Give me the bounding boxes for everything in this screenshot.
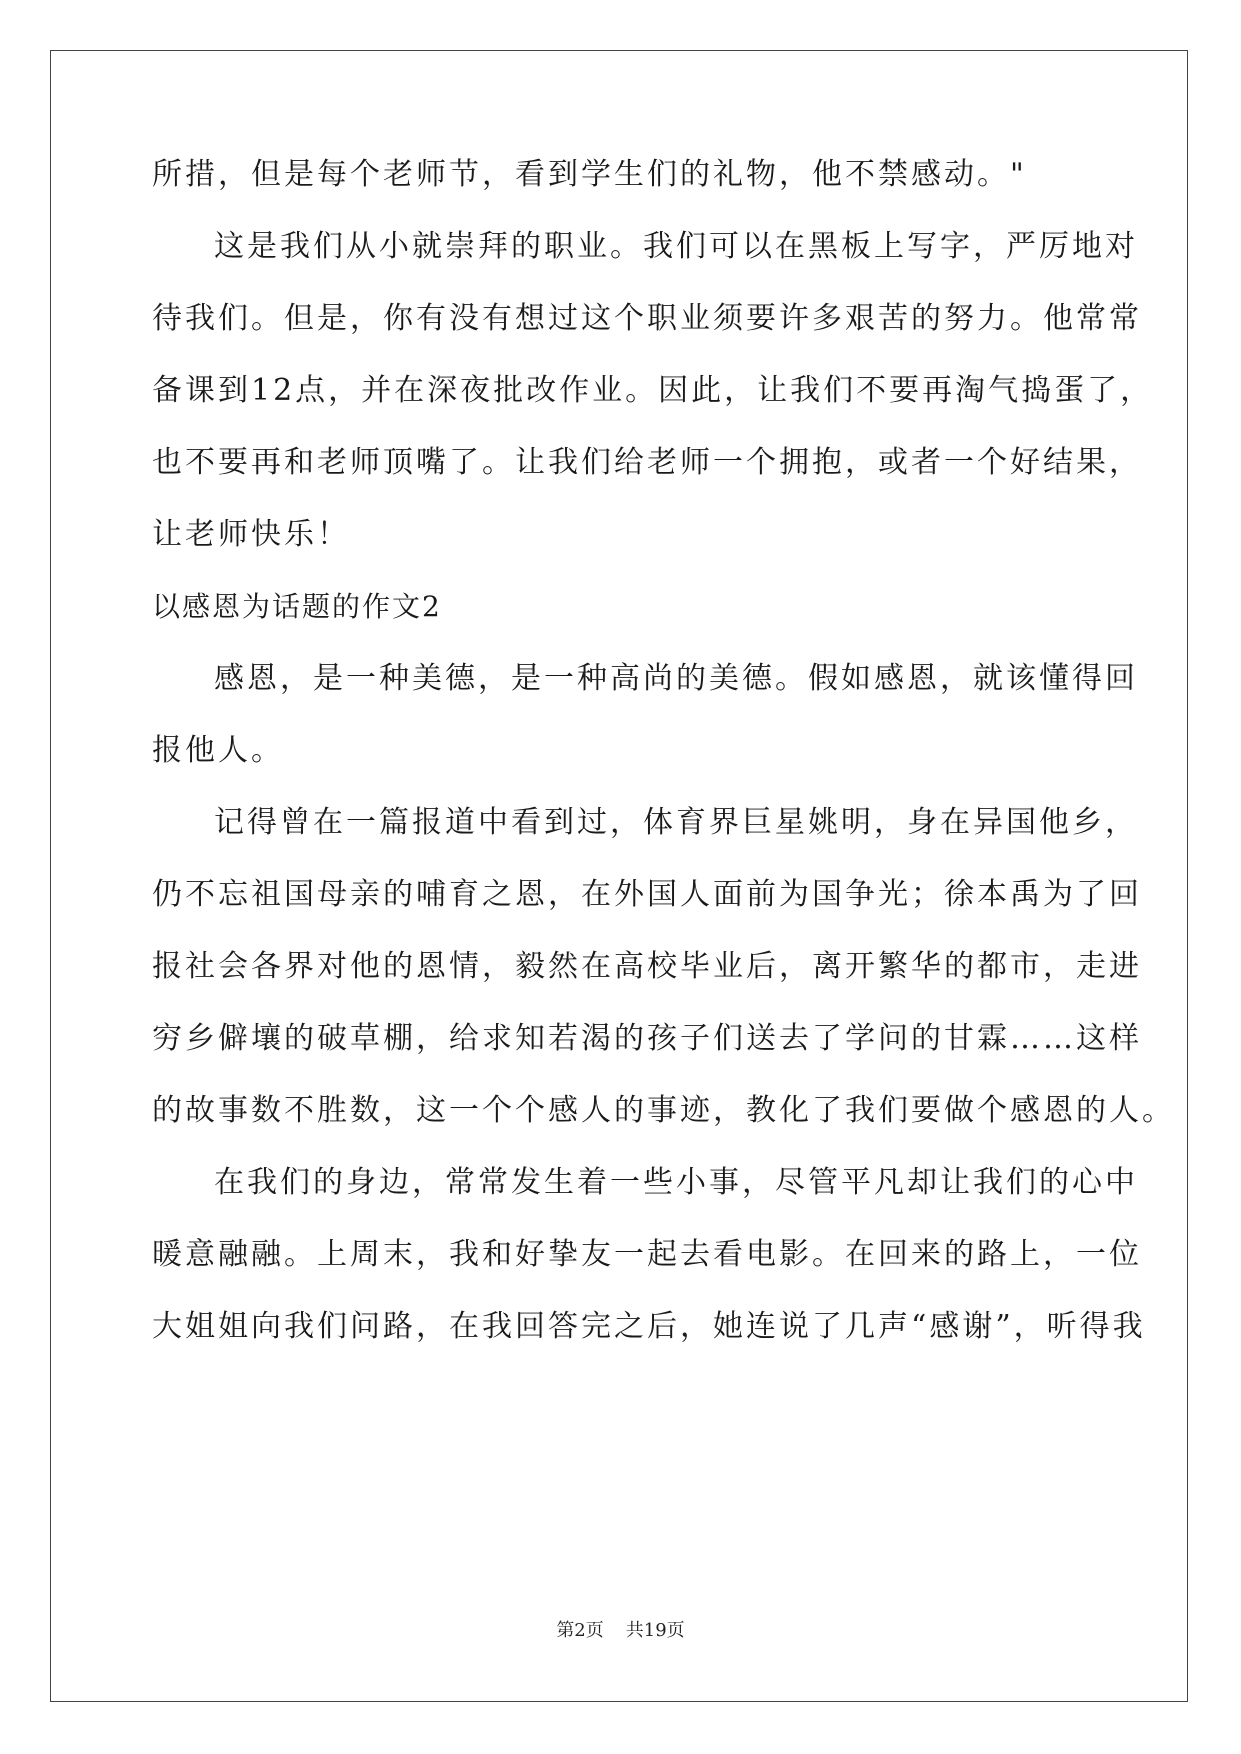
text-line: 记得曾在一篇报道中看到过，体育界巨星姚明，身在异国他乡， <box>214 805 1138 840</box>
text-line: 待我们。但是，你有没有想过这个职业须要许多艰苦的努力。他常常 <box>152 301 1142 336</box>
text-line: 的故事数不胜数，这一个个感人的事迹，教化了我们要做个感恩的人。 <box>152 1093 1175 1128</box>
text-line: 也不要再和老师顶嘴了。让我们给老师一个拥抱，或者一个好结果， <box>152 445 1142 480</box>
text-line: 备课到12点，并在深夜批改作业。因此，让我们不要再淘气捣蛋了， <box>152 373 1154 408</box>
text-line: 这是我们从小就崇拜的职业。我们可以在黑板上写字，严厉地对 <box>214 229 1138 264</box>
page-total: 共19页 <box>625 1620 685 1641</box>
text-line: 感恩，是一种美德，是一种高尚的美德。假如感恩，就该懂得回 <box>214 661 1138 696</box>
section-title: 以感恩为话题的作文2 <box>152 590 442 623</box>
page-number: 第2页 <box>556 1620 604 1641</box>
text-line: 所措，但是每个老师节，看到学生们的礼物，他不禁感动。" <box>152 157 1027 192</box>
text-line: 让老师快乐！ <box>152 517 350 552</box>
text-line: 暖意融融。上周末，我和好挚友一起去看电影。在回来的路上，一位 <box>152 1237 1142 1272</box>
text-line: 仍不忘祖国母亲的哺育之恩，在外国人面前为国争光；徐本禹为了回 <box>152 877 1142 912</box>
text-line: 穷乡僻壤的破草棚，给求知若渴的孩子们送去了学问的甘霖……这样 <box>152 1021 1142 1056</box>
page-border <box>50 50 1188 1702</box>
text-line: 报他人。 <box>152 733 284 768</box>
text-line: 大姐姐向我们问路，在我回答完之后，她连说了几声“感谢”，听得我 <box>152 1309 1146 1344</box>
text-line: 报社会各界对他的恩情，毅然在高校毕业后，离开繁华的都市，走进 <box>152 949 1142 984</box>
page-footer <box>0 1620 1241 1642</box>
text-line: 在我们的身边，常常发生着一些小事，尽管平凡却让我们的心中 <box>214 1165 1138 1200</box>
